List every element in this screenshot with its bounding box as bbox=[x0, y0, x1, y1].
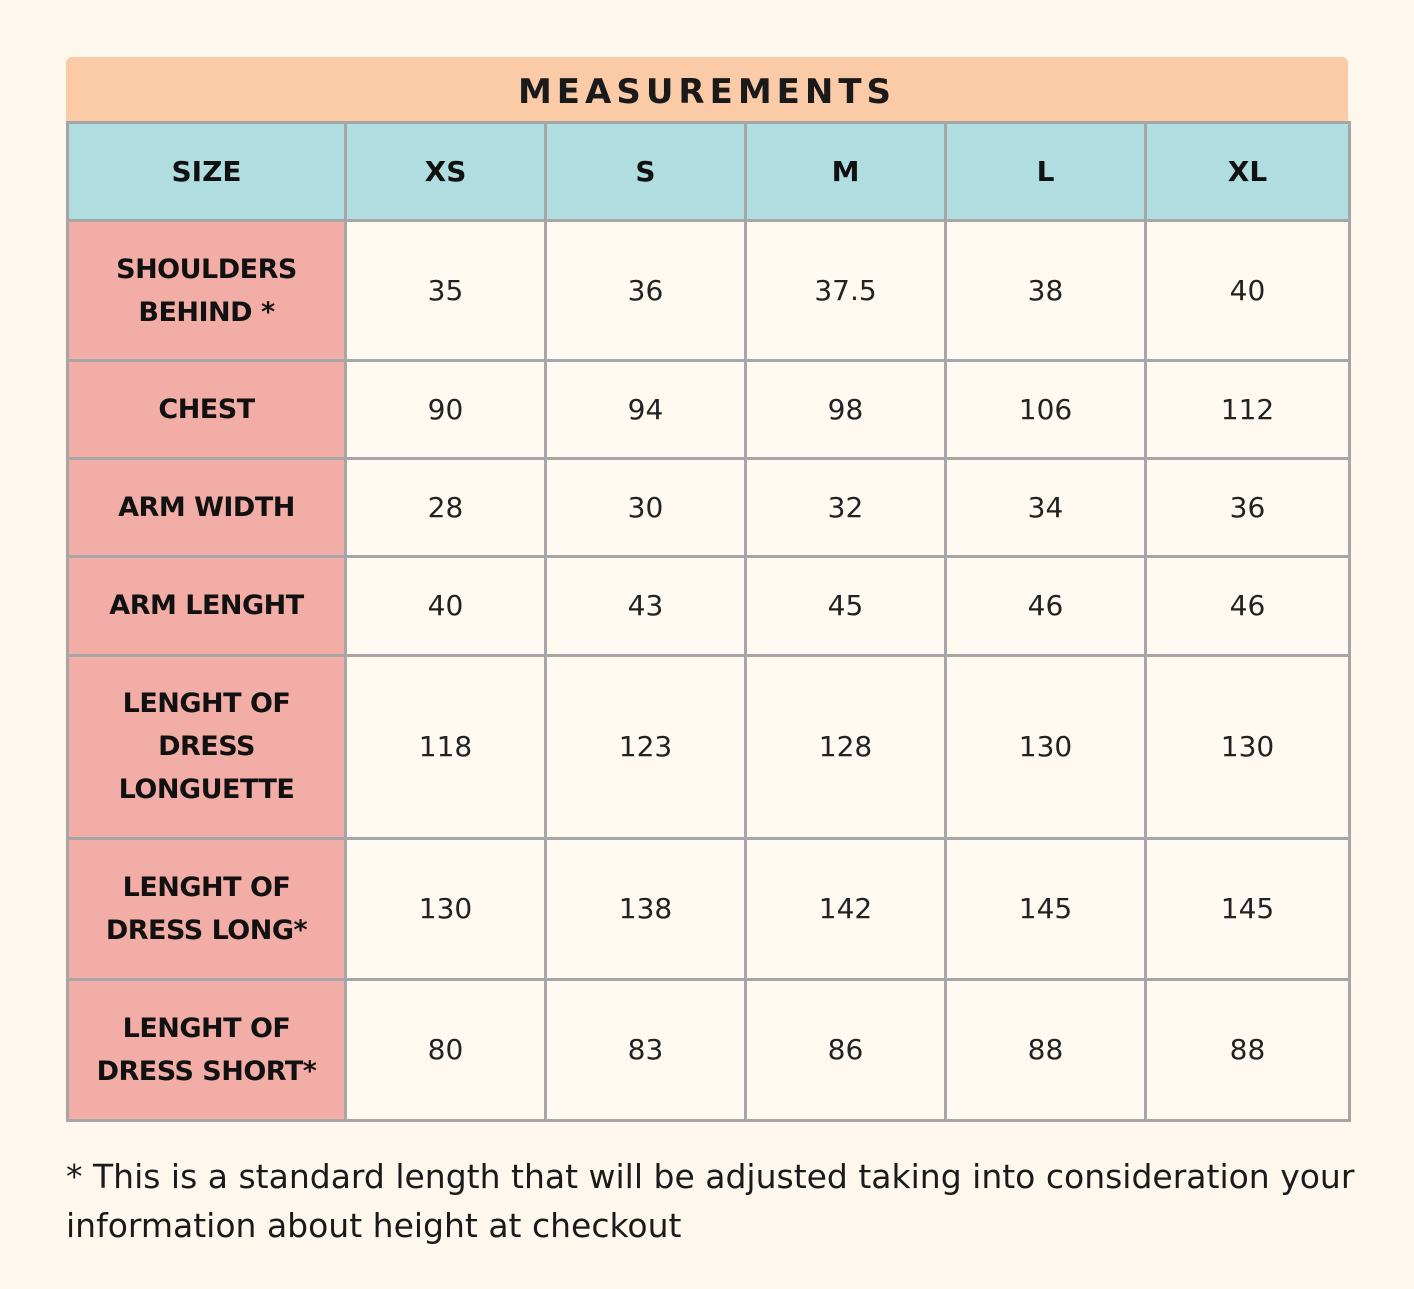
value-cell: 88 bbox=[946, 979, 1146, 1120]
value-cell: 123 bbox=[546, 655, 746, 838]
value-cell: 36 bbox=[546, 221, 746, 361]
value-cell: 112 bbox=[1146, 361, 1350, 459]
value-cell: 118 bbox=[346, 655, 546, 838]
row-label-arm-width: ARM WIDTH bbox=[68, 459, 346, 557]
row-label-text: LENGHT OF DRESS LONG* bbox=[105, 871, 308, 946]
value-cell: 88 bbox=[1146, 979, 1350, 1120]
table-row bbox=[68, 557, 1350, 655]
value-cell: 34 bbox=[946, 459, 1146, 557]
table-row bbox=[68, 221, 1350, 361]
footnote: * This is a standard length that will be adjusted taking into consideration your information about height at checkout bbox=[66, 1157, 1355, 1245]
row-label-text: LENGHT OF DRESS LONGUETTE bbox=[118, 688, 295, 806]
value-cell: 46 bbox=[946, 557, 1146, 655]
value-cell: 90 bbox=[346, 361, 546, 459]
value-cell: 37.5 bbox=[746, 221, 946, 361]
value-cell: 98 bbox=[746, 361, 946, 459]
value-cell: 86 bbox=[746, 979, 946, 1120]
value-cell: 145 bbox=[1146, 838, 1350, 979]
value-cell: 142 bbox=[746, 838, 946, 979]
value-cell: 43 bbox=[546, 557, 746, 655]
row-label-shoulders-behind bbox=[68, 221, 346, 361]
title-bar bbox=[66, 57, 1348, 121]
table-row bbox=[68, 459, 1350, 557]
value-cell: 130 bbox=[946, 655, 1146, 838]
value-cell: 106 bbox=[946, 361, 1146, 459]
header-row bbox=[68, 123, 1350, 221]
value-cell: 130 bbox=[1146, 655, 1350, 838]
table-row bbox=[68, 838, 1350, 979]
value-cell: 94 bbox=[546, 361, 746, 459]
value-cell: 130 bbox=[346, 838, 546, 979]
header-size-s: S bbox=[546, 123, 746, 221]
page-title: MEASUREMENTS bbox=[517, 72, 897, 112]
header-size-label: SIZE bbox=[68, 123, 346, 221]
value-cell: 40 bbox=[1146, 221, 1350, 361]
row-label-text: LENGHT OF DRESS SHORT* bbox=[96, 1012, 317, 1087]
value-cell: 80 bbox=[346, 979, 546, 1120]
row-label-arm-lenght: ARM LENGHT bbox=[68, 557, 346, 655]
table-row bbox=[68, 361, 1350, 459]
value-cell: 83 bbox=[546, 979, 746, 1120]
value-cell: 46 bbox=[1146, 557, 1350, 655]
value-cell: 32 bbox=[746, 459, 946, 557]
row-label-chest: CHEST bbox=[68, 361, 346, 459]
row-label-text: SHOULDERS BEHIND * bbox=[116, 253, 297, 328]
value-cell: 128 bbox=[746, 655, 946, 838]
row-label-lenght-of-dress-long bbox=[68, 838, 346, 979]
header-size-m: M bbox=[746, 123, 946, 221]
value-cell: 45 bbox=[746, 557, 946, 655]
value-cell: 40 bbox=[346, 557, 546, 655]
value-cell: 138 bbox=[546, 838, 746, 979]
value-cell: 38 bbox=[946, 221, 1146, 361]
value-cell: 35 bbox=[346, 221, 546, 361]
row-label-lenght-of-dress-short bbox=[68, 979, 346, 1120]
value-cell: 145 bbox=[946, 838, 1146, 979]
table-row bbox=[68, 979, 1350, 1120]
row-label-lenght-of-dress-longuette bbox=[68, 655, 346, 838]
value-cell: 36 bbox=[1146, 459, 1350, 557]
header-size-xs: XS bbox=[346, 123, 546, 221]
size-table bbox=[66, 121, 1351, 1122]
value-cell: 30 bbox=[546, 459, 746, 557]
header-size-xl: XL bbox=[1146, 123, 1350, 221]
table-row bbox=[68, 655, 1350, 838]
header-size-l: L bbox=[946, 123, 1146, 221]
value-cell: 28 bbox=[346, 459, 546, 557]
